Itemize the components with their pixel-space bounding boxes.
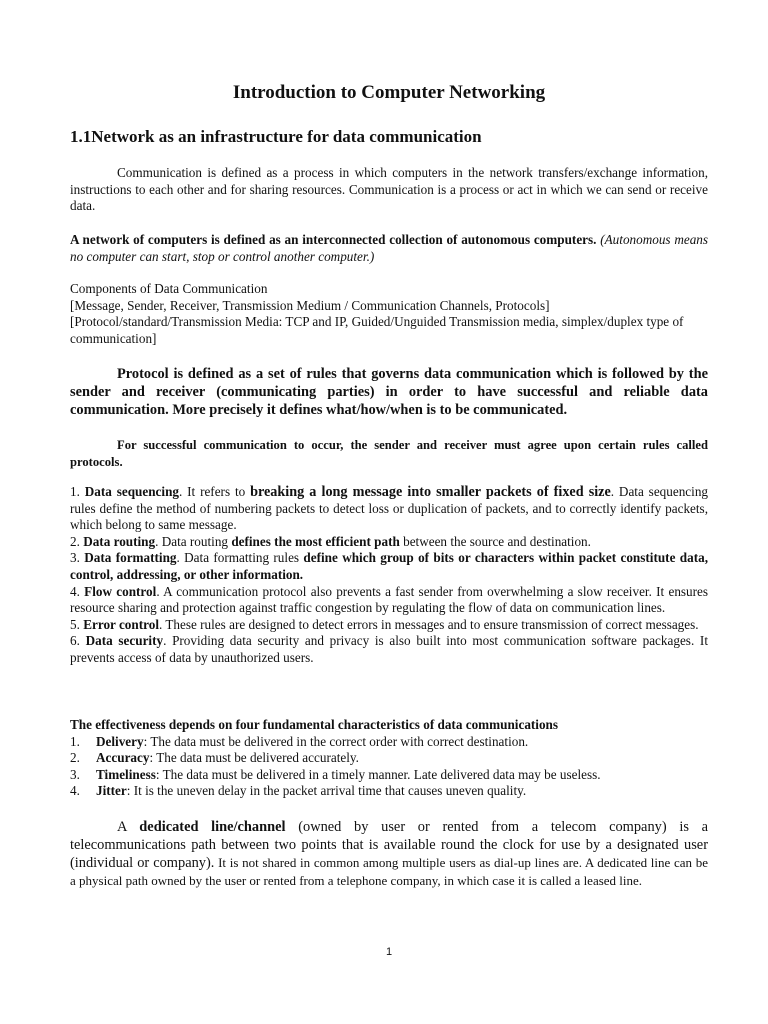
rule-text: . It refers to (179, 484, 251, 499)
effectiveness-item (70, 750, 708, 767)
item-number: 4. (70, 783, 80, 799)
item-term: Timeliness (96, 766, 156, 782)
effectiveness-item (70, 734, 708, 751)
item-text: : The data must be delivered in a timely manner. Late delivered data may be useless. (155, 766, 601, 782)
item-term: Accuracy (96, 750, 150, 766)
effectiveness-block (70, 717, 708, 800)
dedicated-line-small-text: It is not shared in common among multiple users as dial-up lines are. A dedicated line can be a physical path owned by the user or rented from a telephone company, in which case it is called a leased line. (70, 855, 708, 888)
item-text: : The data must be delivered in the correct order with correct destination. (143, 733, 529, 749)
item-number: 1. (70, 733, 80, 749)
protocol-definition: Protocol is defined as a set of rules that governs data communication which is followed by the sender and receiver (communicating parties) in order to have successful and reliable data communication. More precisely it defines what/how/when is to be communicated. (70, 366, 708, 418)
rule-term: Data routing (83, 533, 156, 549)
rule-emphasis: breaking a long message into smaller packets of fixed size (250, 484, 611, 500)
protocol-rule-item (70, 534, 708, 551)
components-line-1: [Message, Sender, Receiver, Transmission Medium / Communication Channels, Protocols] (70, 297, 550, 313)
components-heading: Components of Data Communication (70, 281, 268, 296)
item-term: Delivery (96, 733, 144, 749)
rule-term: Flow control (84, 583, 157, 599)
network-definition (70, 232, 708, 265)
effectiveness-item (70, 767, 708, 784)
components-block (70, 281, 708, 347)
protocol-rule-item (70, 633, 708, 666)
rule-term: Data sequencing (84, 484, 179, 499)
dedicated-line-lead: A (117, 819, 140, 835)
item-text: : It is the uneven delay in the packet arrival time that causes uneven quality. (126, 783, 527, 799)
network-definition-italic: (Autonomous means no computer can start, stop or control another computer.) (70, 232, 709, 264)
communication-paragraph: Communication is defined as a process in which computers in the network transfers/exchange information, instructions to each other and for sharing resources. Communication is a process or act in which we can send or receive data. (70, 165, 708, 214)
rule-text-2: . Data sequencing rules define the method of numbering packets to detect loss or duplication of packets, and to correctly identify packets, which belong to same message. (70, 484, 709, 533)
page-number: 1 (385, 946, 393, 958)
item-term: Jitter (96, 783, 127, 799)
network-definition-bold: A network of computers is defined as an interconnected collection of autonomous computers. (70, 232, 597, 247)
rule-term: Data security (85, 633, 164, 649)
protocol-rule-item (70, 584, 708, 617)
rule-emphasis: define which group of bits or characters within packet constitute data, control, addressing, or other information. (70, 550, 708, 582)
rule-number: 1. (70, 484, 80, 499)
dedicated-line-paragraph (70, 818, 708, 890)
rule-text: . Data routing (155, 533, 232, 549)
item-number: 2. (70, 750, 80, 766)
effectiveness-heading: The effectiveness depends on four fundamental characteristics of data communications (70, 717, 559, 732)
section-heading: 1.1Network as an infrastructure for data communication (70, 127, 482, 146)
effectiveness-item (70, 783, 708, 800)
dedicated-line-large-text: (owned by user or rented from a telecom company) is a telecommunications path between two points that is available round the clock for use by a designated user (individual or company). (70, 819, 708, 871)
rule-text: . A communication protocol also prevents a fast sender from overwhelming a slow receiver. It ensures resource sharing and protection against traffic congestion by regulating the flow of data on communication lines. (70, 583, 709, 616)
protocol-rules-intro: For successful communication to occur, the sender and receiver must agree upon certain rules called protocols. (70, 438, 708, 469)
rule-emphasis: defines the most efficient path (231, 533, 400, 549)
rule-text-2: between the source and destination. (399, 533, 591, 549)
rule-number: 6. (70, 633, 80, 649)
protocol-rules-list (70, 484, 708, 667)
page-title: Introduction to Computer Networking (232, 82, 546, 103)
components-line-2: [Protocol/standard/Transmission Media: TCP and IP, Guided/Unguided Transmission media, simplex/duplex type of communication] (70, 314, 684, 346)
item-number: 3. (70, 766, 80, 782)
rule-number: 4. (70, 583, 80, 599)
rule-number: 5. (70, 616, 80, 632)
rule-text: . Providing data security and privacy is also built into most communication software packages. It prevents access of data by unauthorized users. (70, 633, 708, 665)
rule-number: 3. (70, 550, 80, 566)
effectiveness-list (70, 734, 708, 800)
dedicated-line-term: dedicated line/channel (139, 819, 286, 835)
protocol-rule-item (70, 484, 708, 534)
protocol-rule-item (70, 617, 708, 634)
rule-text: . These rules are designed to detect errors in messages and to ensure transmission of correct messages. (159, 616, 699, 632)
rule-text: . Data formatting rules (176, 550, 304, 566)
rule-term: Error control (83, 616, 160, 632)
rule-number: 2. (70, 533, 80, 549)
rule-term: Data formatting (84, 550, 177, 566)
protocol-rule-item (70, 550, 708, 583)
item-text: : The data must be delivered accurately. (149, 750, 359, 766)
